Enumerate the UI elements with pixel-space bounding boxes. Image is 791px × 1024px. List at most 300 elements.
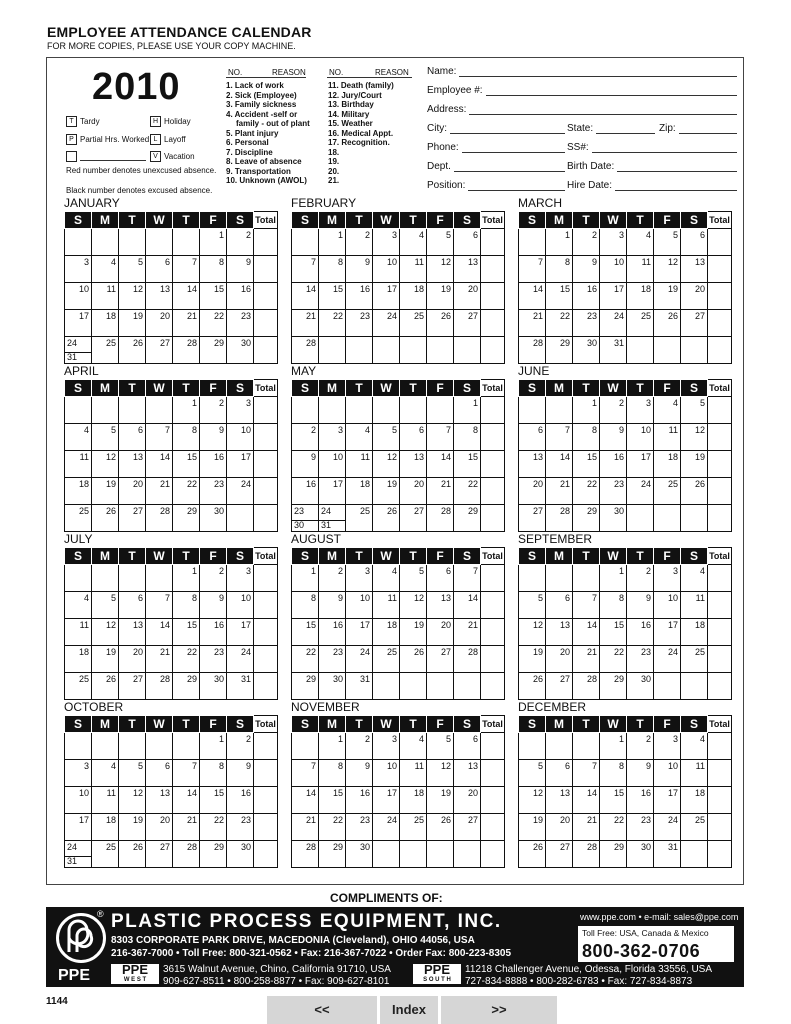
day-cell[interactable]: [600, 673, 627, 700]
day-cell[interactable]: [454, 619, 481, 646]
week-total-cell[interactable]: [708, 787, 732, 814]
day-cell[interactable]: [346, 646, 373, 673]
day-cell[interactable]: [173, 673, 200, 700]
day-cell[interactable]: [546, 760, 573, 787]
day-cell[interactable]: [119, 397, 146, 424]
day-cell[interactable]: [681, 256, 708, 283]
day-cell[interactable]: [200, 760, 227, 787]
day-cell[interactable]: [627, 283, 654, 310]
day-cell[interactable]: [346, 733, 373, 760]
week-total-cell[interactable]: [254, 814, 278, 841]
day-cell[interactable]: [454, 283, 481, 310]
day-cell[interactable]: [600, 256, 627, 283]
day-cell[interactable]: [227, 592, 254, 619]
day-cell[interactable]: [92, 478, 119, 505]
hire-date-field[interactable]: [567, 180, 737, 191]
week-total-cell[interactable]: [708, 283, 732, 310]
week-total-cell[interactable]: [708, 310, 732, 337]
day-cell[interactable]: [92, 841, 119, 868]
day-cell[interactable]: [146, 283, 173, 310]
week-total-cell[interactable]: [481, 256, 505, 283]
day-cell[interactable]: [292, 814, 319, 841]
day-cell[interactable]: [400, 283, 427, 310]
day-cell[interactable]: [654, 760, 681, 787]
state-field[interactable]: [567, 123, 655, 134]
day-cell[interactable]: [627, 814, 654, 841]
day-cell[interactable]: [454, 733, 481, 760]
day-cell[interactable]: [373, 841, 400, 868]
day-cell[interactable]: [427, 733, 454, 760]
day-cell[interactable]: [200, 733, 227, 760]
day-cell[interactable]: [519, 310, 546, 337]
day-cell[interactable]: [627, 733, 654, 760]
day-cell[interactable]: [546, 310, 573, 337]
day-cell[interactable]: [119, 673, 146, 700]
day-cell[interactable]: [292, 424, 319, 451]
day-cell[interactable]: [427, 760, 454, 787]
day-cell[interactable]: [292, 673, 319, 700]
week-total-cell[interactable]: [708, 646, 732, 673]
day-cell[interactable]: [546, 229, 573, 256]
day-cell[interactable]: [573, 841, 600, 868]
day-cell[interactable]: [319, 787, 346, 814]
day-cell[interactable]: [519, 505, 546, 532]
day-cell[interactable]: [681, 565, 708, 592]
week-total-cell[interactable]: [254, 673, 278, 700]
day-cell[interactable]: [573, 397, 600, 424]
day-cell[interactable]: [173, 337, 200, 364]
day-cell[interactable]: [546, 841, 573, 868]
day-cell[interactable]: [319, 229, 346, 256]
day-cell[interactable]: [200, 841, 227, 868]
day-cell[interactable]: [92, 619, 119, 646]
day-cell[interactable]: [92, 592, 119, 619]
day-cell[interactable]: [346, 841, 373, 868]
day-cell[interactable]: [227, 256, 254, 283]
day-cell[interactable]: [654, 592, 681, 619]
day-cell[interactable]: [573, 646, 600, 673]
week-total-cell[interactable]: [254, 733, 278, 760]
day-cell[interactable]: [319, 478, 346, 505]
day-cell[interactable]: [227, 310, 254, 337]
day-cell[interactable]: [200, 256, 227, 283]
day-cell[interactable]: [292, 733, 319, 760]
day-cell[interactable]: [654, 814, 681, 841]
day-cell[interactable]: [546, 814, 573, 841]
day-cell[interactable]: [227, 760, 254, 787]
day-cell[interactable]: [92, 733, 119, 760]
day-cell[interactable]: [173, 646, 200, 673]
address-field[interactable]: [427, 104, 737, 115]
day-cell[interactable]: [627, 478, 654, 505]
day-cell[interactable]: [146, 841, 173, 868]
day-cell[interactable]: [681, 619, 708, 646]
day-cell[interactable]: [427, 814, 454, 841]
day-cell[interactable]: [227, 646, 254, 673]
day-cell[interactable]: [227, 814, 254, 841]
day-cell[interactable]: [146, 424, 173, 451]
day-cell[interactable]: [654, 646, 681, 673]
day-cell[interactable]: [119, 646, 146, 673]
day-cell[interactable]: [146, 646, 173, 673]
day-cell[interactable]: [200, 565, 227, 592]
day-cell[interactable]: [600, 478, 627, 505]
day-cell[interactable]: [92, 787, 119, 814]
week-total-cell[interactable]: [254, 787, 278, 814]
day-cell[interactable]: [573, 424, 600, 451]
day-cell[interactable]: [227, 424, 254, 451]
day-cell[interactable]: [146, 451, 173, 478]
day-cell[interactable]: [373, 787, 400, 814]
day-cell[interactable]: [627, 337, 654, 364]
day-cell[interactable]: [292, 229, 319, 256]
day-cell[interactable]: [573, 592, 600, 619]
day-cell[interactable]: [319, 592, 346, 619]
day-cell[interactable]: [519, 229, 546, 256]
index-button[interactable]: Index: [380, 996, 438, 1024]
day-cell[interactable]: [400, 673, 427, 700]
day-cell[interactable]: [119, 310, 146, 337]
day-cell[interactable]: [65, 451, 92, 478]
week-total-cell[interactable]: [708, 256, 732, 283]
day-cell[interactable]: [373, 397, 400, 424]
day-cell[interactable]: [146, 256, 173, 283]
day-cell[interactable]: [346, 505, 373, 532]
day-cell[interactable]: [573, 760, 600, 787]
day-cell[interactable]: [427, 451, 454, 478]
week-total-cell[interactable]: [481, 619, 505, 646]
day-cell[interactable]: [600, 814, 627, 841]
day-cell[interactable]: [227, 451, 254, 478]
day-cell[interactable]: [227, 229, 254, 256]
day-cell[interactable]: [146, 310, 173, 337]
day-cell[interactable]: [65, 397, 92, 424]
day-cell[interactable]: [627, 787, 654, 814]
day-cell[interactable]: [654, 229, 681, 256]
day-cell[interactable]: [319, 337, 346, 364]
day-cell[interactable]: [573, 310, 600, 337]
day-cell[interactable]: [519, 733, 546, 760]
day-cell[interactable]: [200, 646, 227, 673]
day-cell[interactable]: [173, 814, 200, 841]
day-cell[interactable]: [92, 646, 119, 673]
day-cell[interactable]: [227, 337, 254, 364]
day-cell[interactable]: [681, 424, 708, 451]
day-cell[interactable]: [346, 229, 373, 256]
day-cell[interactable]: [681, 478, 708, 505]
day-cell[interactable]: [227, 478, 254, 505]
day-cell[interactable]: [65, 787, 92, 814]
day-cell[interactable]: [119, 733, 146, 760]
day-cell[interactable]: [346, 565, 373, 592]
day-cell[interactable]: [600, 229, 627, 256]
day-cell[interactable]: [173, 733, 200, 760]
day-cell[interactable]: [681, 310, 708, 337]
day-cell[interactable]: [292, 478, 319, 505]
day-cell[interactable]: [227, 505, 254, 532]
day-cell[interactable]: [146, 337, 173, 364]
day-cell[interactable]: [400, 229, 427, 256]
day-cell[interactable]: [65, 310, 92, 337]
week-total-cell[interactable]: [481, 310, 505, 337]
day-cell[interactable]: [546, 673, 573, 700]
day-cell[interactable]: [119, 451, 146, 478]
day-cell[interactable]: [173, 451, 200, 478]
day-cell[interactable]: [573, 505, 600, 532]
day-cell[interactable]: [627, 760, 654, 787]
day-cell[interactable]: [546, 619, 573, 646]
day-cell[interactable]: [573, 733, 600, 760]
day-cell[interactable]: [346, 760, 373, 787]
day-cell[interactable]: [119, 592, 146, 619]
day-cell[interactable]: [681, 451, 708, 478]
day-cell[interactable]: [373, 646, 400, 673]
day-cell[interactable]: [519, 478, 546, 505]
day-cell[interactable]: [627, 229, 654, 256]
day-cell[interactable]: [546, 397, 573, 424]
day-cell[interactable]: [319, 673, 346, 700]
day-cell[interactable]: [173, 760, 200, 787]
day-cell[interactable]: [654, 505, 681, 532]
day-cell[interactable]: [454, 787, 481, 814]
day-cell[interactable]: [427, 787, 454, 814]
week-total-cell[interactable]: [254, 478, 278, 505]
day-cell[interactable]: [546, 646, 573, 673]
day-cell[interactable]: [519, 760, 546, 787]
day-cell[interactable]: [65, 229, 92, 256]
day-cell[interactable]: [627, 424, 654, 451]
day-cell[interactable]: [546, 592, 573, 619]
day-cell[interactable]: [519, 283, 546, 310]
day-cell[interactable]: [65, 646, 92, 673]
day-cell[interactable]: [454, 256, 481, 283]
day-cell[interactable]: [292, 787, 319, 814]
dept-field[interactable]: [427, 161, 565, 172]
week-total-cell[interactable]: [708, 424, 732, 451]
week-total-cell[interactable]: [481, 451, 505, 478]
week-total-cell[interactable]: [481, 760, 505, 787]
day-cell[interactable]: [92, 283, 119, 310]
day-cell[interactable]: [546, 337, 573, 364]
day-cell[interactable]: [319, 760, 346, 787]
week-total-cell[interactable]: [708, 733, 732, 760]
day-cell[interactable]: [454, 673, 481, 700]
day-cell[interactable]: [427, 424, 454, 451]
day-cell[interactable]: [92, 229, 119, 256]
day-cell[interactable]: [519, 397, 546, 424]
day-cell[interactable]: [627, 256, 654, 283]
day-cell[interactable]: [427, 841, 454, 868]
day-cell[interactable]: [681, 760, 708, 787]
day-cell[interactable]: [454, 451, 481, 478]
day-cell[interactable]: [119, 505, 146, 532]
day-cell[interactable]: [200, 673, 227, 700]
day-cell[interactable]: [681, 646, 708, 673]
day-cell[interactable]: [427, 673, 454, 700]
day-cell[interactable]: [200, 229, 227, 256]
phone-field[interactable]: [427, 142, 565, 153]
day-cell[interactable]: [346, 673, 373, 700]
day-cell[interactable]: [65, 505, 92, 532]
day-cell[interactable]: [454, 337, 481, 364]
day-cell[interactable]: [654, 841, 681, 868]
day-cell[interactable]: [292, 451, 319, 478]
day-cell[interactable]: [200, 337, 227, 364]
day-cell[interactable]: [346, 337, 373, 364]
day-cell[interactable]: [146, 619, 173, 646]
week-total-cell[interactable]: [481, 673, 505, 700]
day-cell[interactable]: [292, 505, 319, 532]
day-cell[interactable]: [319, 256, 346, 283]
day-cell[interactable]: [292, 646, 319, 673]
day-cell[interactable]: [119, 478, 146, 505]
week-total-cell[interactable]: [708, 814, 732, 841]
day-cell[interactable]: [346, 478, 373, 505]
day-cell[interactable]: [92, 760, 119, 787]
day-cell[interactable]: [519, 814, 546, 841]
day-cell[interactable]: [519, 592, 546, 619]
day-cell[interactable]: [346, 397, 373, 424]
city-field[interactable]: [427, 123, 565, 134]
week-total-cell[interactable]: [481, 397, 505, 424]
day-cell[interactable]: [681, 814, 708, 841]
day-cell[interactable]: [600, 397, 627, 424]
day-cell[interactable]: [400, 337, 427, 364]
day-cell[interactable]: [400, 505, 427, 532]
day-cell[interactable]: [400, 760, 427, 787]
day-cell[interactable]: [373, 619, 400, 646]
day-cell[interactable]: [292, 397, 319, 424]
day-cell[interactable]: [600, 565, 627, 592]
day-cell[interactable]: [627, 673, 654, 700]
day-cell[interactable]: [146, 814, 173, 841]
day-cell[interactable]: [573, 337, 600, 364]
day-cell[interactable]: [519, 646, 546, 673]
day-cell[interactable]: [346, 814, 373, 841]
week-total-cell[interactable]: [254, 424, 278, 451]
day-cell[interactable]: [292, 760, 319, 787]
day-cell[interactable]: [119, 619, 146, 646]
day-cell[interactable]: [546, 256, 573, 283]
day-cell[interactable]: [627, 592, 654, 619]
week-total-cell[interactable]: [708, 619, 732, 646]
day-cell[interactable]: [400, 478, 427, 505]
day-cell[interactable]: [346, 592, 373, 619]
day-cell[interactable]: [681, 337, 708, 364]
next-page-button[interactable]: >>: [441, 996, 557, 1024]
day-cell[interactable]: [373, 814, 400, 841]
day-cell[interactable]: [200, 814, 227, 841]
day-cell[interactable]: [600, 424, 627, 451]
week-total-cell[interactable]: [254, 646, 278, 673]
week-total-cell[interactable]: [481, 337, 505, 364]
day-cell[interactable]: [146, 673, 173, 700]
day-cell[interactable]: [654, 478, 681, 505]
day-cell[interactable]: [173, 787, 200, 814]
day-cell[interactable]: [654, 451, 681, 478]
day-cell[interactable]: [319, 565, 346, 592]
day-cell[interactable]: [173, 505, 200, 532]
day-cell[interactable]: [600, 337, 627, 364]
day-cell[interactable]: [519, 451, 546, 478]
day-cell[interactable]: [65, 760, 92, 787]
day-cell[interactable]: [519, 841, 546, 868]
day-cell[interactable]: [654, 310, 681, 337]
zip-field[interactable]: [659, 123, 737, 134]
day-cell[interactable]: [173, 565, 200, 592]
day-cell[interactable]: [65, 619, 92, 646]
day-cell[interactable]: [200, 397, 227, 424]
day-cell[interactable]: [427, 337, 454, 364]
day-cell[interactable]: [519, 619, 546, 646]
day-cell[interactable]: [454, 505, 481, 532]
day-cell[interactable]: [546, 451, 573, 478]
day-cell[interactable]: [546, 787, 573, 814]
day-cell[interactable]: [119, 787, 146, 814]
day-cell[interactable]: [627, 565, 654, 592]
week-total-cell[interactable]: [708, 451, 732, 478]
day-cell[interactable]: [292, 619, 319, 646]
day-cell[interactable]: [681, 283, 708, 310]
day-cell[interactable]: [346, 451, 373, 478]
day-cell[interactable]: [400, 565, 427, 592]
day-cell[interactable]: [65, 283, 92, 310]
day-cell[interactable]: [373, 283, 400, 310]
day-cell[interactable]: [227, 841, 254, 868]
day-cell[interactable]: [573, 229, 600, 256]
day-cell[interactable]: [346, 283, 373, 310]
birth-date-field[interactable]: [567, 161, 737, 172]
week-total-cell[interactable]: [481, 733, 505, 760]
week-total-cell[interactable]: [254, 841, 278, 868]
day-cell[interactable]: [200, 451, 227, 478]
day-cell[interactable]: [427, 229, 454, 256]
day-cell[interactable]: [373, 478, 400, 505]
day-cell[interactable]: [600, 760, 627, 787]
day-cell[interactable]: [400, 841, 427, 868]
day-cell[interactable]: [292, 310, 319, 337]
week-total-cell[interactable]: [708, 229, 732, 256]
day-cell[interactable]: [427, 619, 454, 646]
day-cell[interactable]: [681, 592, 708, 619]
day-cell[interactable]: [573, 619, 600, 646]
day-cell[interactable]: [519, 565, 546, 592]
week-total-cell[interactable]: [254, 229, 278, 256]
day-cell[interactable]: [600, 733, 627, 760]
day-cell[interactable]: [427, 592, 454, 619]
day-cell[interactable]: [454, 841, 481, 868]
day-cell[interactable]: [400, 814, 427, 841]
day-cell[interactable]: [400, 310, 427, 337]
day-cell[interactable]: [681, 229, 708, 256]
day-cell[interactable]: [319, 619, 346, 646]
day-cell[interactable]: [519, 787, 546, 814]
day-cell[interactable]: [681, 787, 708, 814]
day-cell[interactable]: [573, 256, 600, 283]
day-cell[interactable]: [200, 505, 227, 532]
day-cell[interactable]: [454, 814, 481, 841]
day-cell[interactable]: [200, 283, 227, 310]
day-cell[interactable]: [600, 310, 627, 337]
name-field[interactable]: [427, 66, 737, 77]
week-total-cell[interactable]: [481, 283, 505, 310]
day-cell[interactable]: [65, 733, 92, 760]
day-cell[interactable]: [654, 256, 681, 283]
day-cell[interactable]: [454, 310, 481, 337]
week-total-cell[interactable]: [481, 478, 505, 505]
day-cell[interactable]: [654, 619, 681, 646]
day-cell[interactable]: [319, 733, 346, 760]
